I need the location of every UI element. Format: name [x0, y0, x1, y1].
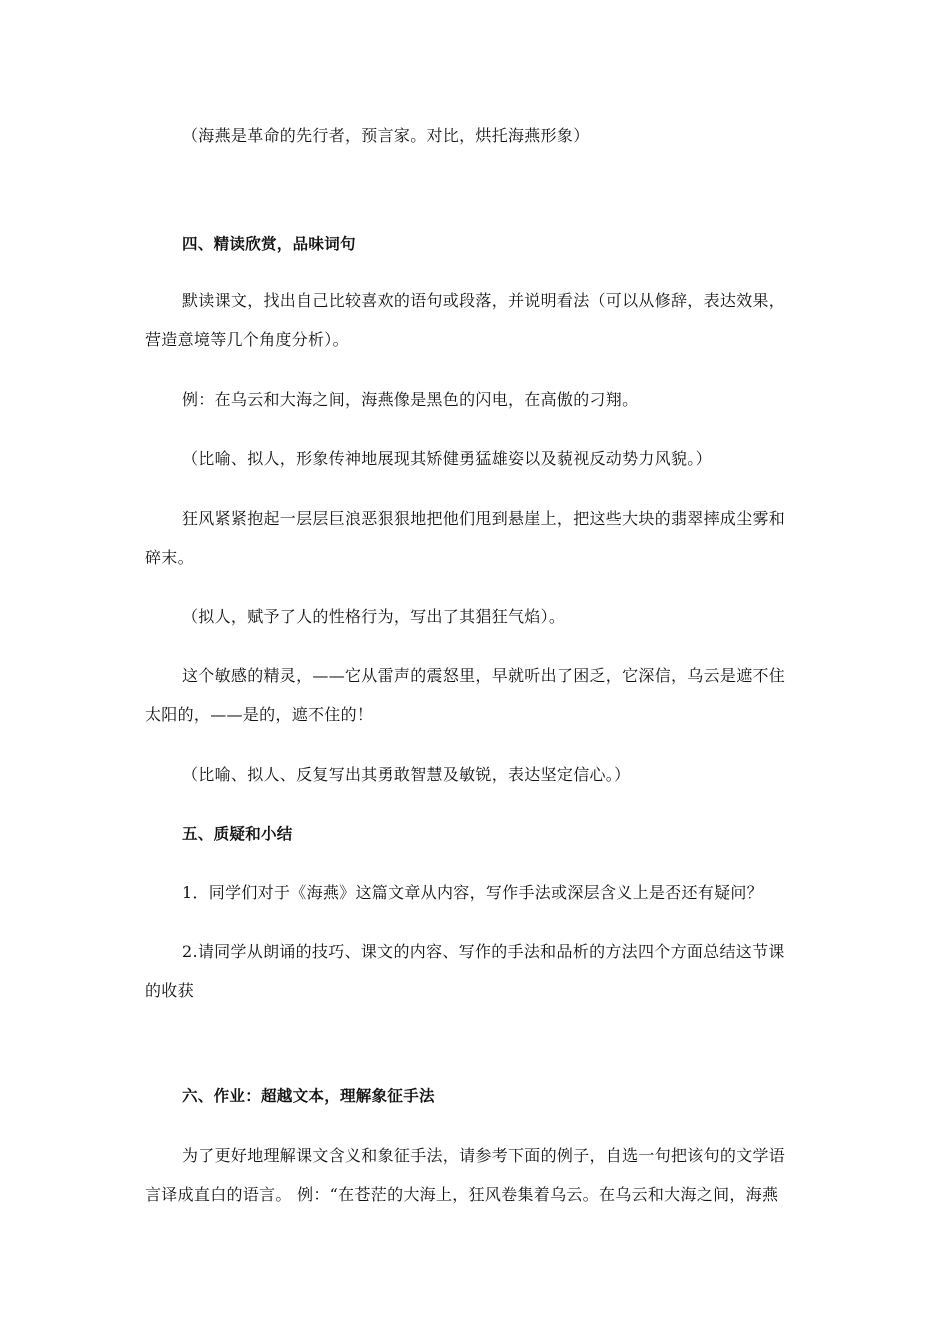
section-6-heading: 六、作业：超越文本，理解象征手法	[182, 1087, 435, 1105]
section-4-example: 例：在乌云和大海之间，海燕像是黑色的闪电，在高傲的刁翔。	[182, 390, 639, 409]
section-4-example-note: （比喻、拟人，形象传神地展现其矫健勇猛雄姿以及藐视反动势力风貌。）	[182, 449, 712, 468]
section-4-task-line-1: 默读课文，找出自己比较喜欢的语句或段落，并说明看法（可以从修辞，表达效果，	[182, 291, 786, 310]
section-5-item-2-line-2: 的收获	[145, 981, 194, 1000]
section-4-quote-3-line-1: 这个敏感的精灵，——它从雷声的震怒里，早就听出了困乏，它深信，乌云是遮不住	[182, 666, 786, 685]
section-5-heading: 五、质疑和小结	[182, 825, 293, 843]
section-4-quote-2-note: （拟人，赋予了人的性格行为，写出了其猖狂气焰）。	[182, 607, 566, 626]
section-4-quote-2-line-2: 碎末。	[145, 548, 194, 567]
section-4-heading: 四、精读欣赏，品味词句	[182, 235, 356, 253]
section-4-quote-2-line-1: 狂风紧紧抱起一层层巨浪恶狠狠地把他们甩到悬崖上，把这些大块的翡翠摔成尘雾和	[182, 509, 786, 528]
section-6-body-line-2: 言译成直白的语言。 例：“在苍茫的大海上，狂风卷集着乌云。在乌云和大海之间，海燕	[145, 1185, 779, 1204]
intro-note: （海燕是革命的先行者，预言家。对比，烘托海燕形象）	[182, 126, 590, 145]
section-6-body-line-1: 为了更好地理解课文含义和象征手法，请参考下面的例子，自选一句把该句的文学语	[182, 1146, 786, 1165]
section-4-task-line-2: 营造意境等几个角度分析）。	[145, 330, 349, 349]
section-5-item-1: 1．同学们对于《海燕》这篇文章从内容，写作手法或深层含义上是否还有疑问？	[182, 883, 763, 902]
section-4-quote-3-line-2: 太阳的，——是的，遮不住的！	[145, 705, 374, 724]
section-5-item-2-line-1: 2.请同学从朗诵的技巧、课文的内容、写作的手法和品析的方法四个方面总结这节课	[182, 942, 785, 961]
section-4-quote-3-note: （比喻、拟人、反复写出其勇敢智慧及敏锐，表达坚定信心。）	[182, 765, 631, 784]
